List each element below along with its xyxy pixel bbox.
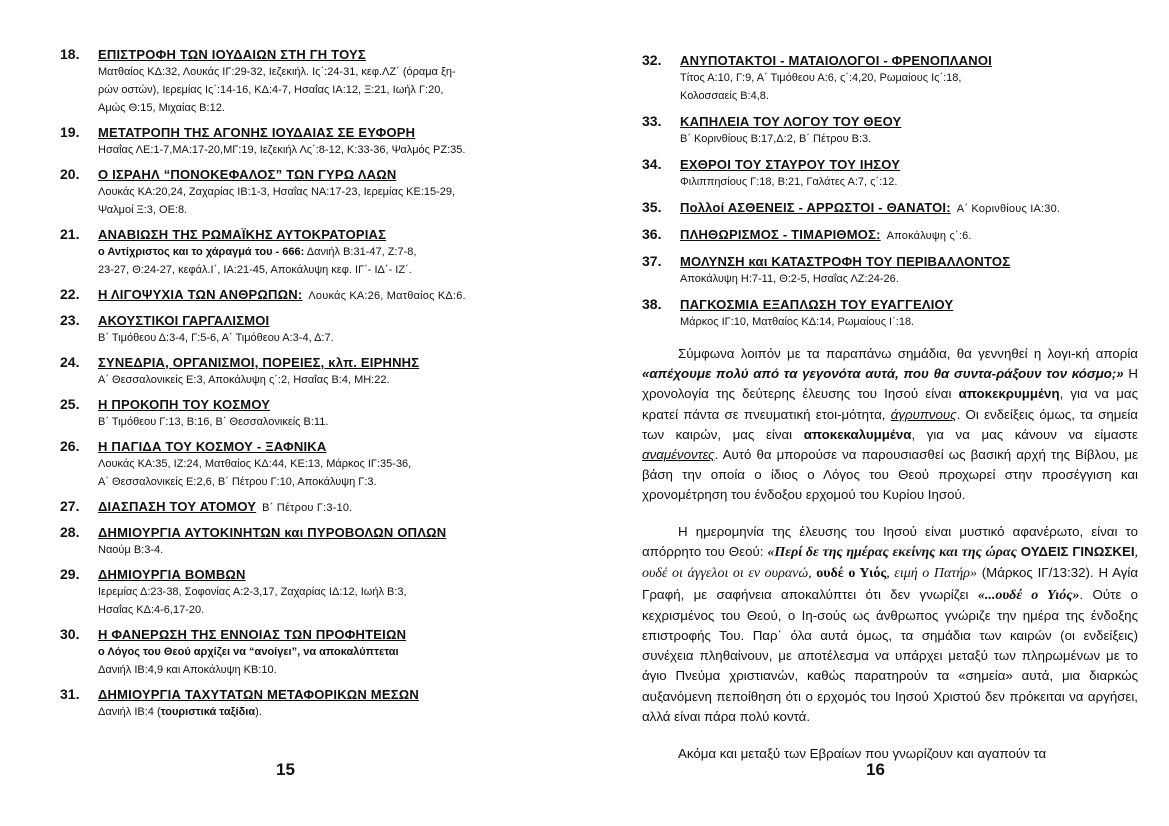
list-item (60, 686, 540, 721)
list-item (642, 296, 1132, 331)
item-reference (98, 81, 540, 99)
reference-text: Β΄ Τιμόθεου Δ:3-4, Γ:5-6, Α΄ Τιμόθεου Α:3-4, Δ:7. (98, 332, 334, 344)
item-number: 21. (60, 226, 80, 242)
item-reference: Λουκάς ΚΑ:26, Ματθαίος ΚΔ:6. (308, 290, 466, 302)
item-title (98, 354, 540, 371)
item-title (98, 524, 540, 541)
reference-text: Τίτος Α:10, Γ:9, Α΄ Τιμόθεου Α:6, ς΄:4,20, Ρωμαίους Ις΄:18, (680, 72, 962, 84)
item-reference (680, 130, 1132, 148)
item-number: 28. (60, 524, 80, 540)
item-title (98, 498, 540, 517)
item-subtitle: ο Λόγος του Θεού αρχίζει να “ανοίγει”, να αποκαλύπτεται (98, 646, 399, 658)
item-reference (98, 583, 540, 601)
reference-text: Ησαΐας ΛΕ:1-7,ΜΑ:17-20,ΜΓ:19, Ιεζεκιήλ Λς΄:8-12, Κ:33-36, Ψαλμός ΡΖ:35. (98, 144, 466, 156)
list-item (642, 113, 1132, 148)
item-reference (680, 173, 1132, 191)
list-item (60, 498, 540, 517)
item-title (680, 156, 1132, 173)
item-title-text: ΔΗΜΙΟΥΡΓΙΑ ΑΥΤΟΚΙΝΗΤΩΝ και ΠΥΡΟΒΟΛΩΝ ΟΠΛΩΝ (98, 525, 447, 540)
reference-text: Μάρκος ΙΓ:10, Ματθαίος ΚΔ:14, Ρωμαίους Ι΄:18. (680, 316, 915, 328)
item-reference (98, 455, 540, 473)
reference-text: Α΄ Θεσσαλονικείς Ε:2,6, Β΄ Πέτρου Γ:10, Αποκάλυψη Γ:3. (98, 476, 377, 488)
item-reference (98, 601, 540, 619)
item-reference (98, 413, 540, 431)
item-title-text: Η ΦΑΝΕΡΩΣΗ ΤΗΣ ΕΝΝΟΙΑΣ ΤΩΝ ΠΡΟΦΗΤΕΙΩΝ (98, 627, 407, 642)
item-title-text: Η ΠΡΟΚΟΠΗ ΤΟΥ ΚΟΣΜΟΥ (98, 397, 271, 412)
item-number: 35. (642, 199, 662, 215)
reference-text: Β΄ Τιμόθεου Γ:13, Β:16, Β΄ Θεσσαλονικείς Β:11. (98, 416, 329, 428)
paragraph: Η ημερομηνία της έλευσης του Ιησού είναι μυστικό αφανέρωτο, είναι το απόρρητο του Θεού: «Περί δε της ημέρας εκείνης και της ώρας ΟΥΔΕΙΣ ΓΙΝΩΣΚΕΙ, ουδέ οι άγγελοι οι εν ουρανώ, ουδέ ο Υιός, ειμή ο Πατήρ» (Μάρκος ΙΓ/13:32). Η Αγία Γραφή, με σαφήνεια αποκαλύπτει ότι δεν γνωρίζει «...ουδέ ο Υιός». Ούτε ο κεχρισμένος του Θεού, ο Ιη-σούς ως άνθρωπος γνώριζε την ημέρα της ένδοξης επιστροφής Του. Παρ΄ όλα αυτά όμως, τα σημάδια των καιρών (οι ενδείξεις) συνέχεια πληθαίνουν, με αποτέλεσμα να υπάρχει μεταξύ των πληρωμένων με το άγιο Πνεύμα χριστιανών, καθώς παρατηρούν τα «σημεία» αυτά, μια διαρκώς αυξανόμενη πεποίθηση ότι ο ερχομός του Ιησού Χριστού δεν πρόκειται να αργήσει, αλλά είναι πάρα πολύ κοντά. (642, 524, 1139, 724)
left-page (0, 0, 584, 826)
item-number: 32. (642, 52, 662, 68)
item-number: 27. (60, 498, 80, 514)
reference-text: Ησαΐας ΚΔ:4-6,17-20. (98, 604, 205, 616)
list-item (60, 312, 540, 347)
item-title (680, 52, 1132, 69)
list-item (60, 46, 540, 117)
list-item (60, 396, 540, 431)
item-number: 24. (60, 354, 80, 370)
reference-text: Αμώς Θ:15, Μιχαίας Β:12. (98, 102, 225, 114)
reference-text: Δανιήλ ΙΒ:4 ( (98, 706, 161, 718)
item-title (680, 113, 1132, 130)
item-reference (98, 541, 540, 559)
item-reference (98, 703, 540, 721)
item-reference (98, 183, 540, 201)
right-page (584, 0, 1169, 826)
item-title (680, 226, 1132, 245)
list-item (642, 199, 1132, 218)
list-item (60, 566, 540, 619)
reference-text: ρών οστών), Ιερεμίας Ις΄:14-16, ΚΔ:4-7, Ησαΐας ΙΑ:12, Ξ:21, Ιωήλ Γ:20, (98, 84, 444, 96)
item-title (680, 296, 1132, 313)
item-number: 19. (60, 124, 80, 140)
page-number: 15 (276, 760, 295, 779)
item-title-text: ΑΝΑΒΙΩΣΗ ΤΗΣ ΡΩΜΑΪΚΗΣ ΑΥΤΟΚΡΑΤΟΡΙΑΣ (98, 227, 387, 242)
item-number: 38. (642, 296, 662, 312)
item-title-text: ΣΥΝΕΔΡΙΑ, ΟΡΓΑΝΙΣΜΟΙ, ΠΟΡΕΙΕΣ, κλπ. ΕΙΡΗΝΗΣ (98, 355, 420, 370)
reference-text: ). (255, 706, 262, 718)
reference-text: Ψαλμοί Ξ:3, ΟΕ:8. (98, 204, 188, 216)
reference-text: Δανιήλ Β:31-47, Ζ:7-8, (304, 246, 417, 258)
item-number: 29. (60, 566, 80, 582)
reference-text: Λουκάς ΚΑ:20,24, Ζαχαρίας ΙΒ:1-3, Ησαΐας ΝΑ:17-23, Ιερεμίας ΚΕ:15-29, (98, 186, 456, 198)
item-reference (98, 141, 540, 159)
paragraph: Σύμφωνα λοιπόν με τα παραπάνω σημάδια, θα γεννηθεί η λογι-κή απορία «απέχουμε πολύ από τα γεγονότα αυτά, που θα συντα-ράξουν τον κόσμο;» Η χρονολογία της δεύτερης έλευσης του Ιησού είναι αποκεκρυμμένη, για να μας κρατεί πάντα σε πνευματική ετοι-μότητα, άγρυπνους. Οι ενδείξεις όμως, τα σημεία των καιρών, μας είναι αποκεκαλυμμένα, για να μας κάνουν να είμαστε αναμένοντες. Αυτό θα μπορούσε να παρουσιασθεί ως βασική αρχή της Βίβλου, με βάση την οποία ο ίδιος ο Λόγος του Θεού προχωρεί στην προσέγγιση και χρονομέτρηση του ένδοξου ερχομού του Κυρίου Ιησού. (642, 346, 1138, 503)
item-reference (98, 473, 540, 491)
item-reference (98, 329, 540, 347)
item-title (680, 253, 1132, 270)
item-number: 36. (642, 226, 662, 242)
item-subtitle: ο Αντίχριστος και το χάραγμά του - 666: (98, 246, 305, 258)
item-title-text: ΑΚΟΥΣΤΙΚΟΙ ΓΑΡΓΑΛΙΣΜΟΙ (98, 313, 270, 328)
item-title (98, 396, 540, 413)
item-title (98, 626, 540, 643)
reference-text: Φιλιππησίους Γ:18, Β:21, Γαλάτες Α:7, ς΄:12. (680, 176, 898, 188)
item-number: 37. (642, 253, 662, 269)
item-title-text: ΜΟΛΥΝΣΗ και ΚΑΤΑΣΤΡΟΦΗ ΤΟΥ ΠΕΡΙΒΑΛΛΟΝΤΟΣ (680, 254, 1011, 269)
item-reference: Β΄ Πέτρου Γ:3-10. (262, 502, 353, 514)
item-reference (98, 63, 540, 81)
list-item (60, 626, 540, 679)
item-reference (680, 69, 1132, 87)
item-reference (98, 261, 540, 279)
list-item (60, 524, 540, 559)
reference-text: Ματθαίος ΚΔ:32, Λουκάς ΙΓ:29-32, Ιεζεκιήλ. Ις΄:24-31, κεφ.ΛΖ΄ (όραμα ξη- (98, 66, 456, 78)
item-title-text: ΔΗΜΙΟΥΡΓΙΑ ΒΟΜΒΩΝ (98, 567, 246, 582)
item-title-text: ΑΝΥΠΟΤΑΚΤΟΙ - ΜΑΤΑΙΟΛΟΓΟΙ - ΦΡΕΝΟΠΛΑΝΟΙ (680, 53, 992, 68)
item-title-text: Πολλοί ΑΣΘΕΝΕΙΣ - ΑΡΡΩΣΤΟΙ - ΘΑΝΑΤΟΙ: (680, 200, 951, 215)
item-title-text: ΚΑΠΗΛΕΙΑ ΤΟΥ ΛΟΓΟΥ ΤΟΥ ΘΕΟΥ (680, 114, 902, 129)
item-number: 23. (60, 312, 80, 328)
item-title-text: Η ΠΑΓΙΔΑ ΤΟΥ ΚΟΣΜΟΥ - ΞΑΦΝΙΚΑ (98, 439, 327, 454)
item-reference (98, 201, 540, 219)
item-subtitle: τουριστικά ταξίδια (160, 706, 256, 718)
item-number: 33. (642, 113, 662, 129)
item-number: 34. (642, 156, 662, 172)
list-item (642, 156, 1132, 191)
item-number: 22. (60, 286, 80, 302)
item-reference (98, 99, 540, 117)
reference-text: Α΄ Θεσσαλονικείς Ε:3, Αποκάλυψη ς΄:2, Ησαΐας Β:4, ΜΗ:22. (98, 374, 390, 386)
item-title (680, 199, 1132, 218)
topic-list (60, 46, 540, 728)
list-item (60, 286, 540, 305)
reference-text: Δανιήλ ΙΒ:4,9 και Αποκάλυψη ΚΒ:10. (98, 664, 277, 676)
item-title (98, 686, 540, 703)
reference-text: Κολοσσαείς Β:4,8. (680, 90, 769, 102)
list-item (642, 253, 1132, 288)
list-item (60, 354, 540, 389)
item-title-text: ΜΕΤΑΤΡΟΠΗ ΤΗΣ ΑΓΟΝΗΣ ΙΟΥΔΑΙΑΣ ΣΕ ΕΥΦΟΡΗ (98, 125, 416, 140)
list-item (642, 226, 1132, 245)
item-number: 20. (60, 166, 80, 182)
item-title-text: ΕΧΘΡΟΙ ΤΟΥ ΣΤΑΥΡΟΥ ΤΟΥ ΙΗΣΟΥ (680, 157, 901, 172)
list-item (60, 226, 540, 279)
reference-text: Λουκάς ΚΑ:35, ΙΖ:24, Ματθαίος ΚΔ:44, ΚΕ:13, Μάρκος ΙΓ:35-36, (98, 458, 412, 470)
reference-text: Β΄ Κορινθίους Β:17,Δ:2, Β΄ Πέτρου Β:3. (680, 133, 872, 145)
item-title-text: ΠΑΓΚΟΣΜΙΑ ΕΞΑΠΛΩΣΗ ΤΟΥ ΕΥΑΓΓΕΛΙΟΥ (680, 297, 954, 312)
reference-text: Ιερεμίας Δ:23-38, Σοφονίας Α:2-3,17, Ζαχαρίας ΙΔ:12, Ιωήλ Β:3, (98, 586, 407, 598)
item-title (98, 286, 540, 305)
item-title (98, 438, 540, 455)
item-reference: Α΄ Κορινθίους ΙΑ:30. (956, 203, 1061, 215)
item-title (98, 166, 540, 183)
item-title (98, 566, 540, 583)
item-reference (680, 87, 1132, 105)
item-reference (98, 661, 540, 679)
reference-text: Ναούμ Β:3-4. (98, 544, 164, 556)
item-title-text: ΔΗΜΙΟΥΡΓΙΑ ΤΑΧΥΤΑΤΩΝ ΜΕΤΑΦΟΡΙΚΩΝ ΜΕΣΩΝ (98, 687, 419, 702)
topic-list (642, 52, 1132, 339)
item-title-text: ΔΙΑΣΠΑΣΗ ΤΟΥ ΑΤΟΜΟΥ (98, 499, 257, 514)
list-item (642, 52, 1132, 105)
item-reference (98, 371, 540, 389)
item-number: 26. (60, 438, 80, 454)
item-title (98, 312, 540, 329)
item-title (98, 46, 540, 63)
paragraph: Ακόμα και μεταξύ των Εβραίων που γνωρίζουν και αγαπούν τα (678, 746, 1047, 761)
item-reference (98, 243, 540, 261)
item-number: 31. (60, 686, 80, 702)
item-number: 25. (60, 396, 80, 412)
item-title-text: Ο ΙΣΡΑΗΛ “ΠΟΝΟΚΕΦΑΛΟΣ” ΤΩΝ ΓΥΡΩ ΛΑΩΝ (98, 167, 397, 182)
page-number: 16 (866, 760, 885, 779)
reference-text: 23-27, Θ:24-27, κεφάλ.Ι΄, ΙΑ:21-45, Αποκάλυψη κεφ. ΙΓ΄- ΙΔ΄- ΙΖ΄. (98, 264, 412, 276)
list-item (60, 438, 540, 491)
list-item (60, 166, 540, 219)
reference-text: Αποκάλυψη Η:7-11, Θ:2-5, Ησαΐας ΛΖ:24-26. (680, 273, 899, 285)
item-number: 30. (60, 626, 80, 642)
item-number: 18. (60, 46, 80, 62)
item-title-text: ΕΠΙΣΤΡΟΦΗ ΤΩΝ ΙΟΥΔΑΙΩΝ ΣΤΗ ΓΗ ΤΟΥΣ (98, 47, 366, 62)
item-title-text: Η ΛΙΓΟΨΥΧΙΑ ΤΩΝ ΑΝΘΡΩΠΩΝ: (98, 287, 303, 302)
item-title (98, 124, 540, 141)
item-reference (680, 270, 1132, 288)
item-title (98, 226, 540, 243)
item-title-text: ΠΛΗΘΩΡΙΣΜΟΣ - ΤΙΜΑΡΙΘΜΟΣ: (680, 227, 881, 242)
list-item (60, 124, 540, 159)
item-reference: Αποκάλυψη ς΄:6. (886, 230, 972, 242)
item-reference (680, 313, 1132, 331)
